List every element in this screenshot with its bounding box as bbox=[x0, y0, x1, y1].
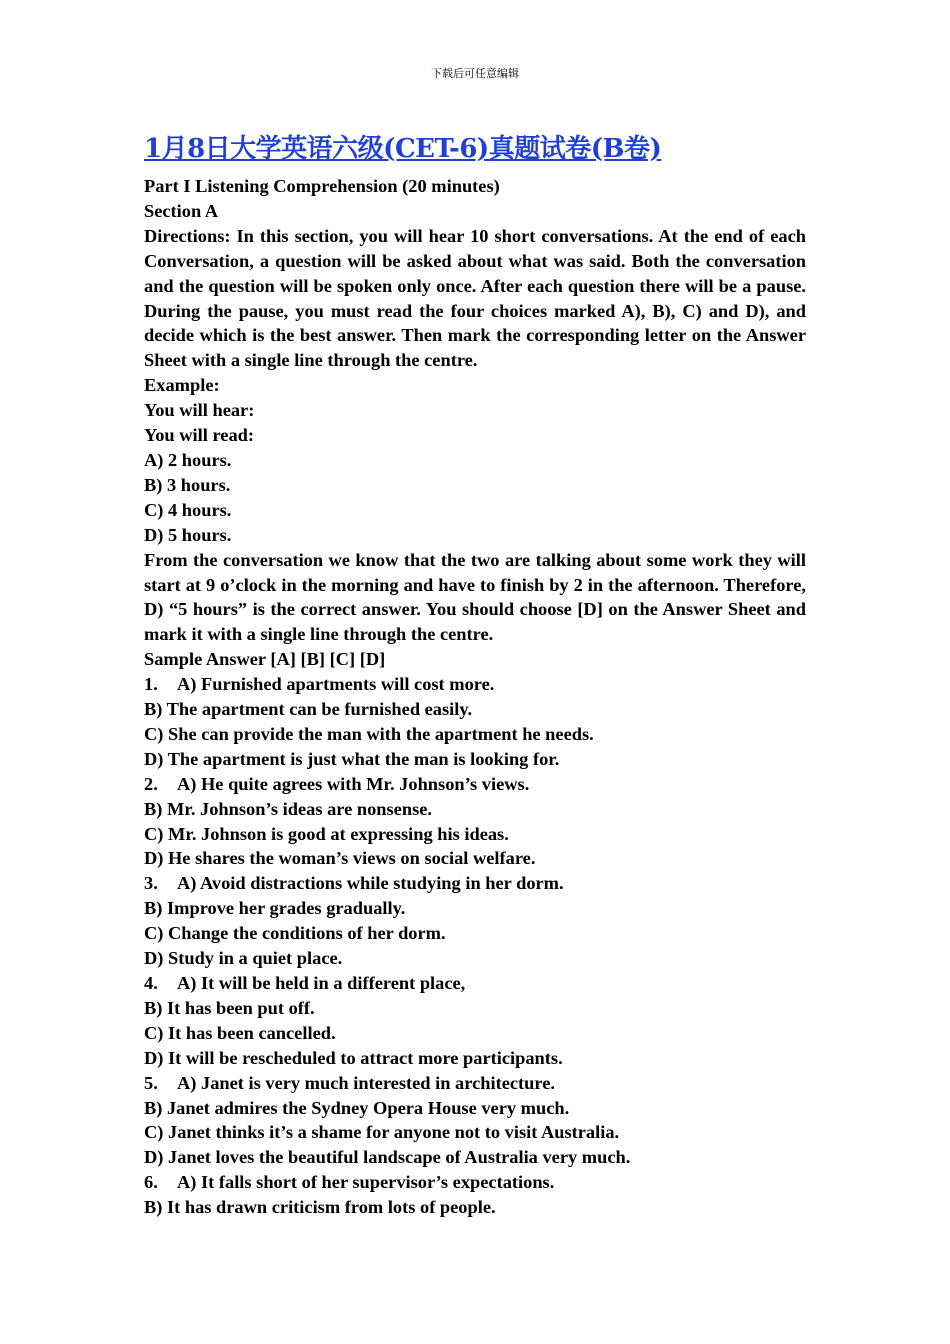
section-heading: Section A bbox=[144, 200, 219, 221]
question-choice-a: A) Janet is very much interested in architecture. bbox=[177, 1072, 555, 1093]
question-choice-a: A) Furnished apartments will cost more. bbox=[177, 674, 495, 695]
document-body bbox=[144, 174, 806, 1220]
question-3 bbox=[144, 871, 806, 896]
question-choice: C) Mr. Johnson is good at expressing his ideas. bbox=[144, 823, 509, 844]
question-choice: D) The apartment is just what the man is looking for. bbox=[144, 748, 560, 769]
question-choice: D) He shares the woman’s views on social welfare. bbox=[144, 848, 536, 869]
question-choice: D) Janet loves the beautiful landscape of Australia very much. bbox=[144, 1147, 631, 1168]
example-choice: C) 4 hours. bbox=[144, 499, 232, 520]
question-number: 2. bbox=[144, 773, 158, 794]
question-4 bbox=[144, 971, 806, 996]
question-choice-a: A) It will be held in a different place, bbox=[177, 973, 466, 993]
header-note: 下载后可任意编辑 bbox=[431, 67, 519, 80]
sample-answer: Sample Answer [A] [B] [C] [D] bbox=[144, 649, 386, 670]
directions-paragraph: Directions: In this section, you will hear 10 short conversations. At the end of each Conversation, a question will be asked about what was said. Both the conversation and the question will be spoken only once. After each question there will be a pause. During the pause, you must read the four choices marked A), B), C) and D), and decide which is the best answer. Then mark the corresponding letter on the Answer Sheet with a single line through the centre. bbox=[144, 225, 806, 371]
example-choice: D) 5 hours. bbox=[144, 524, 232, 545]
document-title[interactable]: 1月8日大学英语六级(CET-6)真题试卷(B卷) bbox=[144, 134, 662, 164]
question-5 bbox=[144, 1071, 806, 1096]
question-number: 3. bbox=[144, 873, 158, 894]
question-choice-a: A) Avoid distractions while studying in her dorm. bbox=[177, 873, 564, 894]
question-choice: C) Change the conditions of her dorm. bbox=[144, 923, 446, 944]
question-choice: B) It has been put off. bbox=[144, 997, 315, 1018]
question-number: 5. bbox=[144, 1072, 158, 1093]
question-number: 6. bbox=[144, 1172, 158, 1193]
question-2 bbox=[144, 772, 806, 797]
example-choice: B) 3 hours. bbox=[144, 474, 231, 495]
question-choice: D) It will be rescheduled to attract more participants. bbox=[144, 1047, 563, 1068]
question-choice-a: A) It falls short of her supervisor’s expectations. bbox=[177, 1172, 555, 1193]
question-choice: D) Study in a quiet place. bbox=[144, 948, 343, 969]
part-heading: Part I Listening Comprehension (20 minutes) bbox=[144, 176, 500, 196]
question-choice: B) The apartment can be furnished easily. bbox=[144, 699, 473, 720]
question-choice: B) Mr. Johnson’s ideas are nonsense. bbox=[144, 798, 432, 819]
example-explanation: From the conversation we know that the two are talking about some work they will start at 9 o’clock in the morning and have to finish by 2 in the afternoon. Therefore, D) “5 hours” is the correct answer. You should choose [D] on the Answer Sheet and mark it with a single line through the centre. bbox=[144, 549, 806, 645]
example-label: Example: bbox=[144, 375, 220, 396]
you-will-hear-label: You will hear: bbox=[144, 400, 255, 421]
question-choice: B) Janet admires the Sydney Opera House very much. bbox=[144, 1097, 570, 1118]
question-number: 1. bbox=[144, 674, 158, 695]
question-1 bbox=[144, 672, 806, 697]
question-choice: C) She can provide the man with the apartment he needs. bbox=[144, 723, 594, 744]
question-choice: B) Improve her grades gradually. bbox=[144, 898, 406, 919]
question-number: 4. bbox=[144, 973, 158, 993]
question-choice: B) It has drawn criticism from lots of people. bbox=[144, 1197, 496, 1218]
example-choice: A) 2 hours. bbox=[144, 449, 232, 470]
question-6 bbox=[144, 1170, 806, 1195]
you-will-read-label: You will read: bbox=[144, 425, 255, 446]
question-choice: C) It has been cancelled. bbox=[144, 1022, 336, 1043]
question-choice: C) Janet thinks it’s a shame for anyone not to visit Australia. bbox=[144, 1122, 620, 1143]
question-choice-a: A) He quite agrees with Mr. Johnson’s views. bbox=[177, 773, 530, 794]
